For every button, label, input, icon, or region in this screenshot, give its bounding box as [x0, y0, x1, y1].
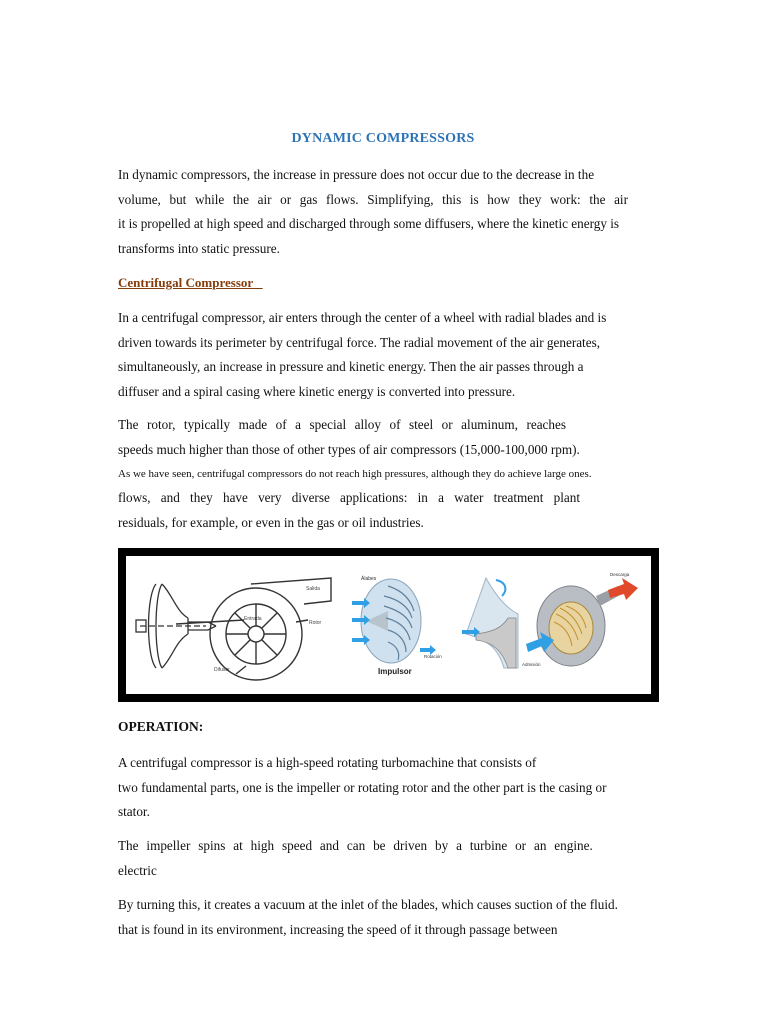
- page-title: DYNAMIC COMPRESSORS: [291, 131, 475, 146]
- intro-line: In dynamic compressors, the increase in pressure does not occur due to the decrease in the: [118, 167, 595, 182]
- para-line: two fundamental parts, one is the impeller or rotating rotor and the other part is the casing or: [118, 779, 607, 795]
- operation-paragraph-1: [118, 751, 648, 825]
- label-descarga: Descarga: [610, 572, 630, 577]
- label-alabes: Álabes: [361, 576, 377, 582]
- operation-heading: OPERATION:: [118, 719, 204, 734]
- para-line: stator.: [118, 804, 150, 819]
- intro-line: it is propelled at high speed and discharged through some diffusers, where the kinetic energy is: [118, 216, 620, 231]
- para-line: The rotor, typically made of a special alloy of steel or aluminum, reaches: [118, 417, 566, 432]
- para-line: A centrifugal compressor is a high-speed rotating turbomachine that consists of: [118, 755, 537, 770]
- para-line: residuals, for example, or even in the gas or oil industries.: [118, 514, 424, 530]
- label-rotor: Rotor: [309, 620, 322, 626]
- operation-paragraph-3: [118, 893, 648, 942]
- rotor-paragraph: [118, 413, 648, 535]
- label-rotacion: Rotación: [424, 654, 442, 659]
- para-line: By turning this, it creates a vacuum at the inlet of the blades, which causes suction of the fluid.: [118, 897, 618, 912]
- para-line: that is found in its environment, increasing the speed of it through passage between: [118, 921, 558, 937]
- label-entrada: Entrada: [244, 616, 262, 622]
- operation-paragraph-2: [118, 834, 648, 883]
- para-line: flows, and they have very diverse applications: in a water treatment plant: [118, 490, 580, 505]
- label-impulsor: Impulsor: [378, 667, 412, 676]
- intro-line: volume, but while the air or gas flows. Simplifying, this is how they work: the air: [118, 191, 628, 207]
- para-line: As we have seen, centrifugal compressors do not reach high pressures, although they do achieve large ones.: [118, 468, 592, 480]
- label-admision: Admisión: [522, 662, 541, 667]
- para-line: driven towards its perimeter by centrifugal force. The radial movement of the air generates,: [118, 334, 601, 350]
- volute-front-view: [176, 578, 331, 680]
- compressor-figure: [118, 548, 659, 702]
- centrifugal-compressor-subheading: Centrifugal Compressor: [118, 275, 263, 290]
- rotor-side-view: [136, 584, 216, 668]
- compressor-diagram: [126, 556, 651, 694]
- turbocharger-illustration: [522, 572, 638, 667]
- impeller-illustration: [352, 575, 442, 676]
- para-line: simultaneously, an increase in pressure and kinetic energy. Then the air passes through a: [118, 359, 584, 374]
- label-salida: Salida: [306, 586, 320, 592]
- impeller-cross-section: [462, 578, 518, 668]
- intro-paragraph: [118, 163, 648, 261]
- para-line: diffuser and a spiral casing where kinetic energy is converted into pressure.: [118, 383, 516, 399]
- centrifugal-paragraph: [118, 306, 648, 404]
- para-line: speeds much higher than those of other types of air compressors (15,000-100,000 rpm).: [118, 441, 580, 457]
- label-difusor: Difusor: [214, 667, 230, 673]
- para-line: electric: [118, 862, 157, 878]
- para-line: In a centrifugal compressor, air enters through the center of a wheel with radial blades and is: [118, 310, 607, 325]
- para-line: The impeller spins at high speed and can be driven by a turbine or an engine.: [118, 838, 593, 853]
- intro-line: transforms into static pressure.: [118, 240, 280, 256]
